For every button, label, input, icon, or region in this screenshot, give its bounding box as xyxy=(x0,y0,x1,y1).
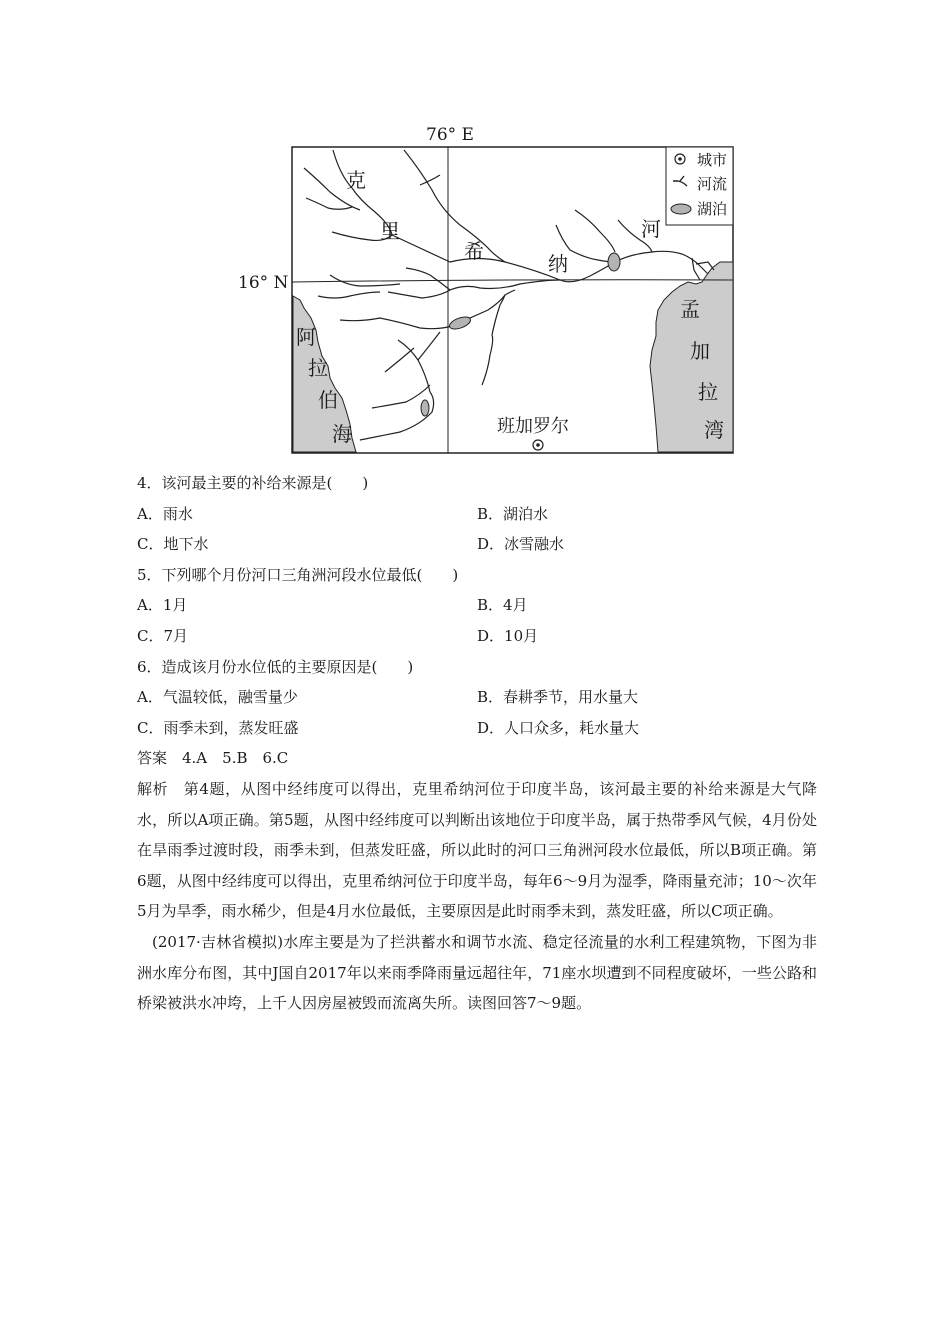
question-stem: 4．该河最主要的补给来源是( ) xyxy=(137,474,369,492)
latitude-label: 16° N xyxy=(238,273,289,293)
option-c: C．地下水 xyxy=(137,535,209,554)
question-6 xyxy=(137,652,817,744)
option-b: B．4月 xyxy=(477,596,528,615)
longitude-label: 76° E xyxy=(426,125,474,145)
river-char: 希 xyxy=(464,239,484,263)
option-b: B．湖泊水 xyxy=(477,504,549,523)
question-stem: 6．造成该月份水位低的主要原因是( ) xyxy=(137,657,414,676)
legend-river-label: 河流 xyxy=(697,175,728,193)
question-stem: 5．下列哪个月份河口三角洲河段水位最低( ) xyxy=(137,565,459,584)
question-5 xyxy=(137,560,817,652)
river-char: 克 xyxy=(346,168,366,192)
bangalore-city-icon xyxy=(533,440,543,450)
option-row xyxy=(137,621,817,652)
option-d: D．冰雪融水 xyxy=(477,535,565,554)
lake-east xyxy=(608,253,620,271)
legend-lake-label: 湖泊 xyxy=(697,200,728,218)
sea-char: 拉 xyxy=(698,380,718,404)
option-row xyxy=(137,590,817,621)
option-c: C．7月 xyxy=(137,626,189,645)
river-map xyxy=(236,124,736,459)
analysis-paragraph: 解析 第4题，从图中经纬度可以得出，克里希纳河位于印度半岛，该河最主要的补给来源是大气降水，所以A项正确。第5题，从图中经纬度可以判断出该地位于印度半岛，属于热带季风气候，4月份处在旱雨季过渡时段，雨季未到，但蒸发旺盛，所以此时的河口三角洲河段水位最低，所以B项正确。第6题，从图中经纬度可以得出，克里希纳河位于印度半岛，每年6～9月为湿季，降雨量充沛；10～次年5月为旱季，雨水稀少，但是4月水位最低，主要原因是此时雨季未到，蒸发旺盛，所以C项正确。 xyxy=(137,779,817,921)
option-a: A．1月 xyxy=(137,596,188,615)
option-row xyxy=(137,499,817,530)
legend-city-label: 城市 xyxy=(697,151,728,169)
sea-char: 阿 xyxy=(296,325,316,349)
sea-char: 伯 xyxy=(318,388,338,412)
option-c: C．雨季未到，蒸发旺盛 xyxy=(137,718,299,737)
option-row xyxy=(137,713,817,744)
option-a: A．气温较低，融雪量少 xyxy=(137,688,298,707)
sea-char: 海 xyxy=(332,422,352,446)
lake-icon xyxy=(671,204,691,214)
option-b: B．春耕季节，用水量大 xyxy=(477,688,639,707)
sea-char: 拉 xyxy=(308,356,328,380)
sea-char: 孟 xyxy=(680,297,700,321)
answer-line: 答案 4.A 5.B 6.C xyxy=(137,749,289,768)
map-legend xyxy=(666,147,733,225)
sea-char: 加 xyxy=(690,339,710,363)
lake-south xyxy=(421,400,429,416)
question-4 xyxy=(137,468,817,560)
option-d: D．人口众多，耗水量大 xyxy=(477,718,640,737)
option-row xyxy=(137,529,817,560)
river-char: 河 xyxy=(641,217,661,241)
option-a: A．雨水 xyxy=(137,504,193,523)
option-row xyxy=(137,682,817,713)
option-d: D．10月 xyxy=(477,626,539,645)
document-body xyxy=(137,468,817,1019)
river-char: 纳 xyxy=(548,252,568,276)
city-name-bangalore: 班加罗尔 xyxy=(497,416,569,437)
city-icon xyxy=(675,154,685,164)
map-svg xyxy=(236,124,736,459)
river-char: 里 xyxy=(380,219,400,243)
intro-paragraph: (2017·吉林省模拟)水库主要是为了拦洪蓄水和调节水流、稳定径流量的水利工程建筑物，下图为非洲水库分布图，其中J国自2017年以来雨季降雨量远超往年，71座水坝遭到不同程度破坏，一些公路和桥梁被洪水冲垮，上千人因房屋被毁而流离失所。读图回答7～9题。 xyxy=(137,932,817,1013)
sea-char: 湾 xyxy=(704,418,724,442)
